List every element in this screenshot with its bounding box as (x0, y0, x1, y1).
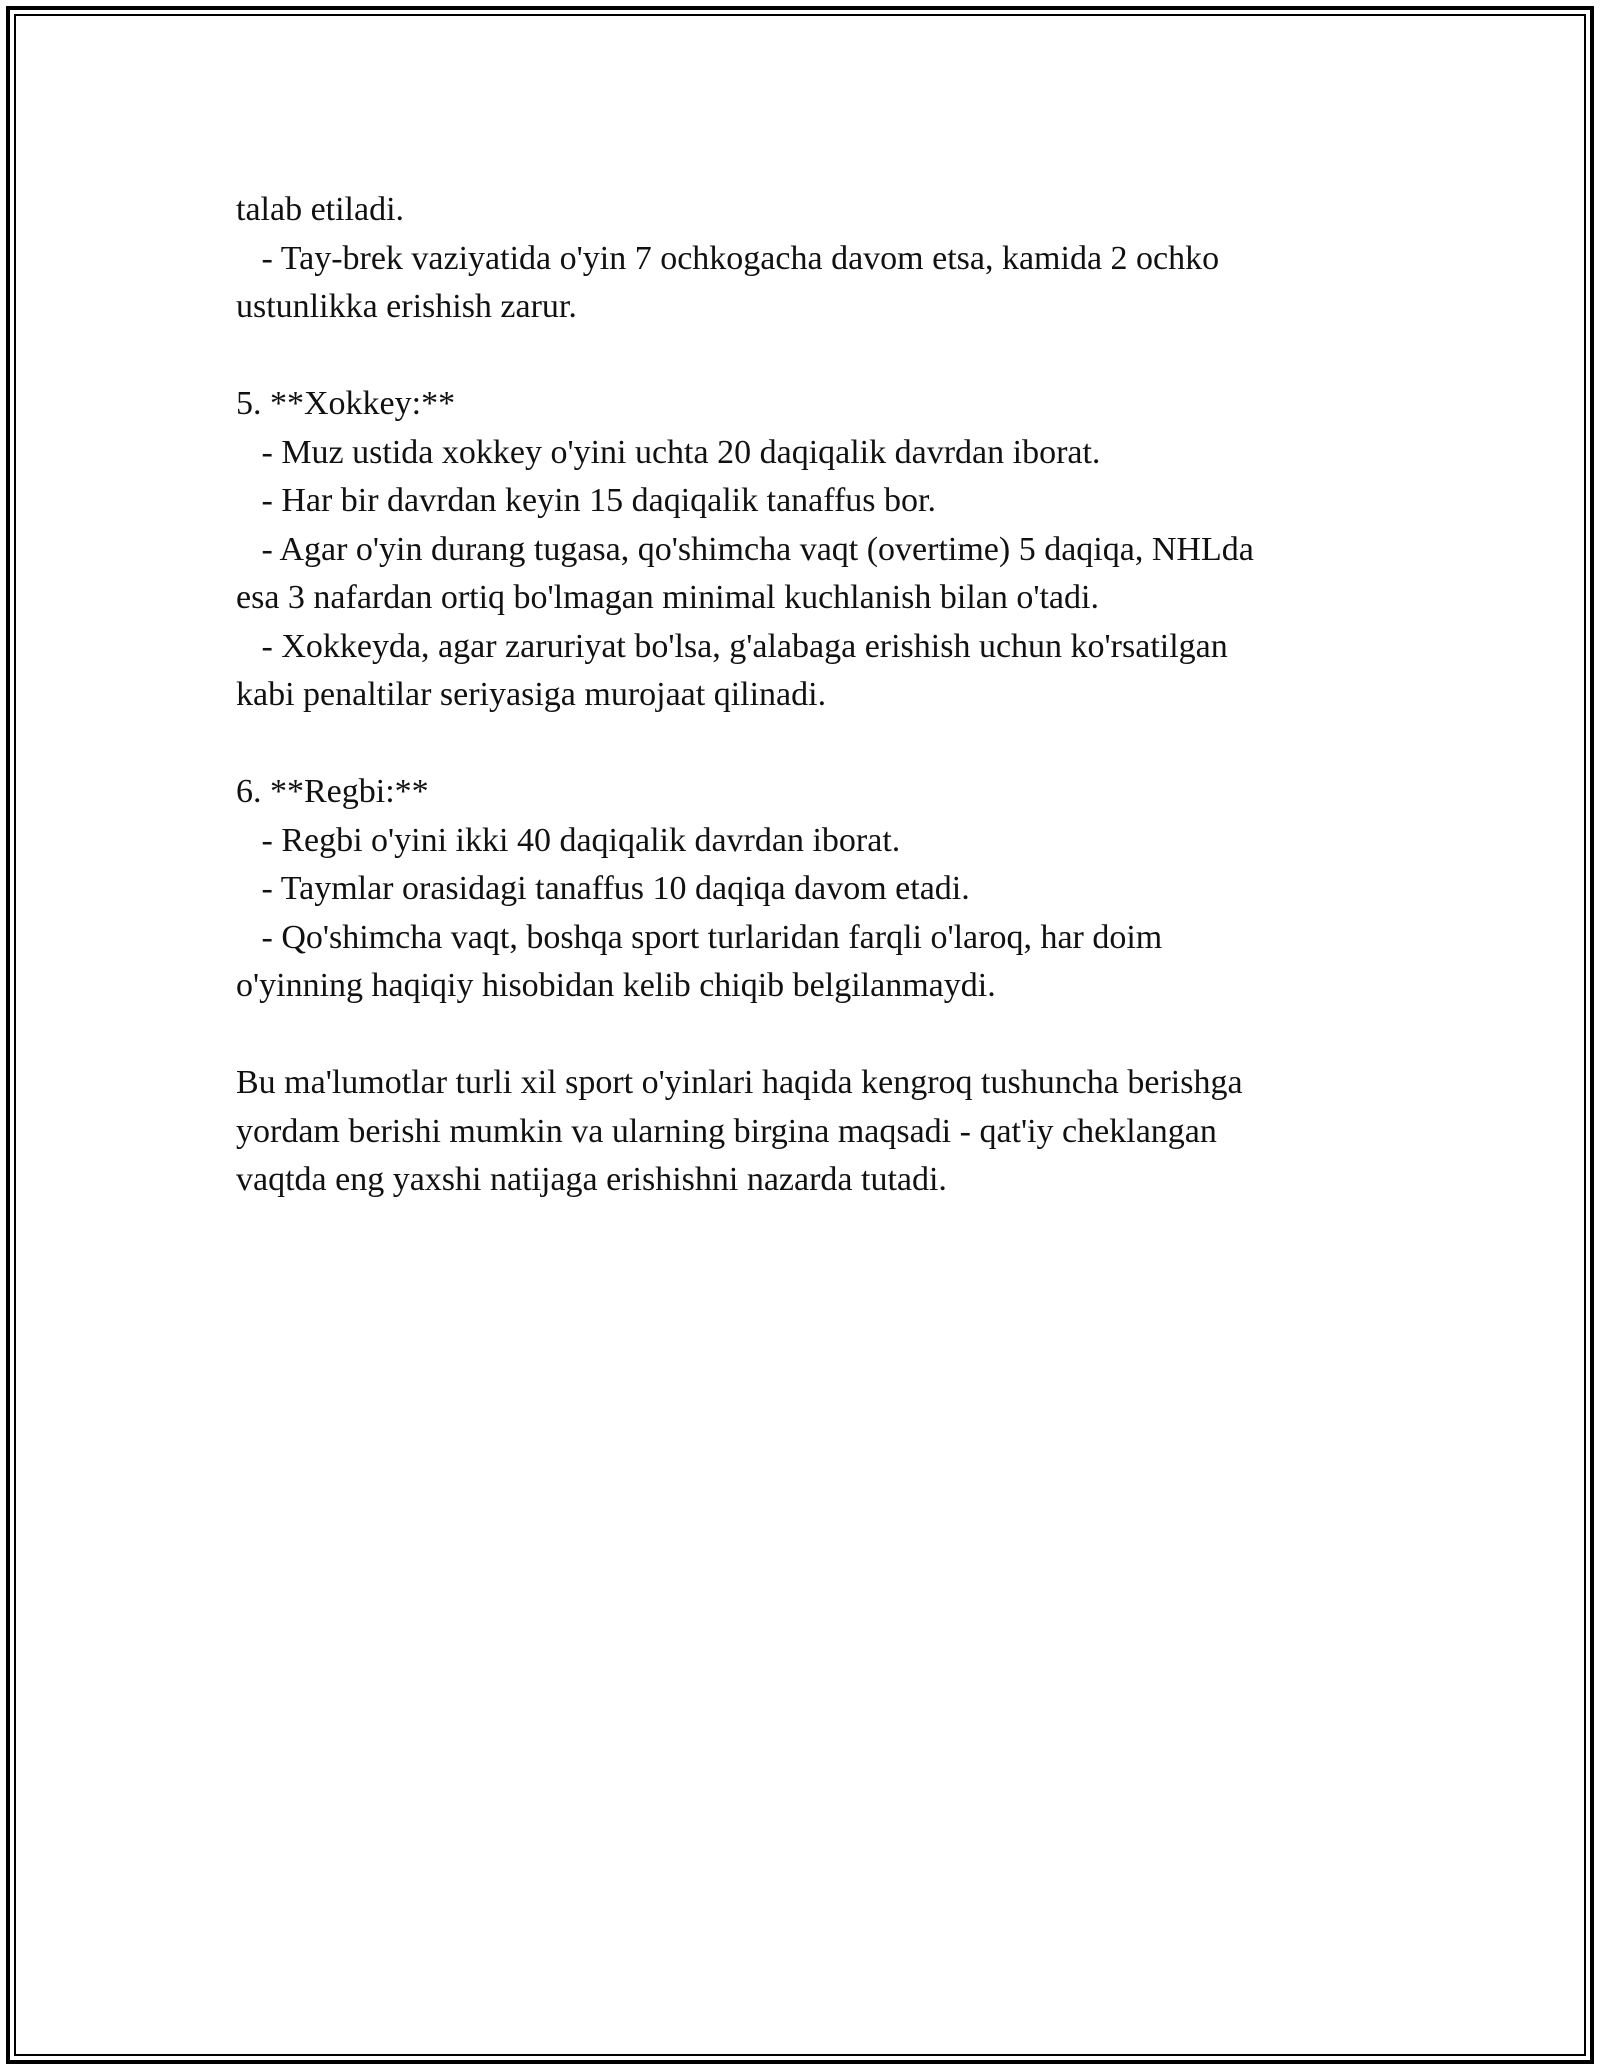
text-line: - Har bir davrdan keyin 15 daqiqalik tanaffus bor. (236, 482, 936, 519)
text-line: - Regbi o'yini ikki 40 daqiqalik davrdan iborat. (236, 821, 901, 859)
paragraph-gap (236, 720, 1366, 769)
section-hockey (236, 380, 1366, 720)
text-line: esa 3 nafardan ortiq bo'lmagan minimal kuchlanish bilan o'tadi. (236, 579, 1099, 616)
section-heading: 5. **Xokkey:** (236, 385, 456, 422)
paragraph-gap (236, 332, 1366, 381)
document-body (236, 186, 1366, 1205)
text-line: - Qo'shimcha vaqt, boshqa sport turlaridan farqli o'laroq, har doim (236, 918, 1163, 956)
paragraph-gap (236, 1011, 1366, 1060)
text-line: Bu ma'lumotlar turli xil sport o'yinlari haqida kengroq tushuncha berishga (236, 1064, 1243, 1101)
text-line: vaqtda eng yaxshi natijaga erishishni nazarda tutadi. (236, 1161, 947, 1198)
text-line: - Agar o'yin durang tugasa, qo'shimcha vaqt (overtime) 5 daqiqa, NHLda (236, 530, 1254, 568)
text-line: o'yinning haqiqiy hisobidan kelib chiqib belgilanmaydi. (236, 967, 996, 1004)
text-line: - Muz ustida xokkey o'yini uchta 20 daqiqalik davrdan iborat. (236, 433, 1101, 471)
text-line: - Tay-brek vaziyatida o'yin 7 ochkogacha davom etsa, kamida 2 ochko (236, 239, 1220, 277)
section-rugby (236, 768, 1366, 1011)
text-line: kabi penaltilar seriyasiga murojaat qilinadi. (236, 676, 827, 713)
section-heading: 6. **Regbi:** (236, 773, 429, 810)
text-line: - Xokkeyda, agar zaruriyat bo'lsa, g'alabaga erishish uchun ko'rsatilgan (236, 627, 1228, 665)
text-line: talab etiladi. (236, 191, 405, 228)
paragraph-continuation (236, 186, 1366, 332)
paragraph-conclusion (236, 1059, 1366, 1205)
text-line: yordam berishi mumkin va ularning birgina maqsadi - qat'iy cheklangan (236, 1112, 1217, 1150)
text-line: - Taymlar orasidagi tanaffus 10 daqiqa davom etadi. (236, 870, 970, 907)
text-line: ustunlikka erishish zarur. (236, 288, 577, 325)
